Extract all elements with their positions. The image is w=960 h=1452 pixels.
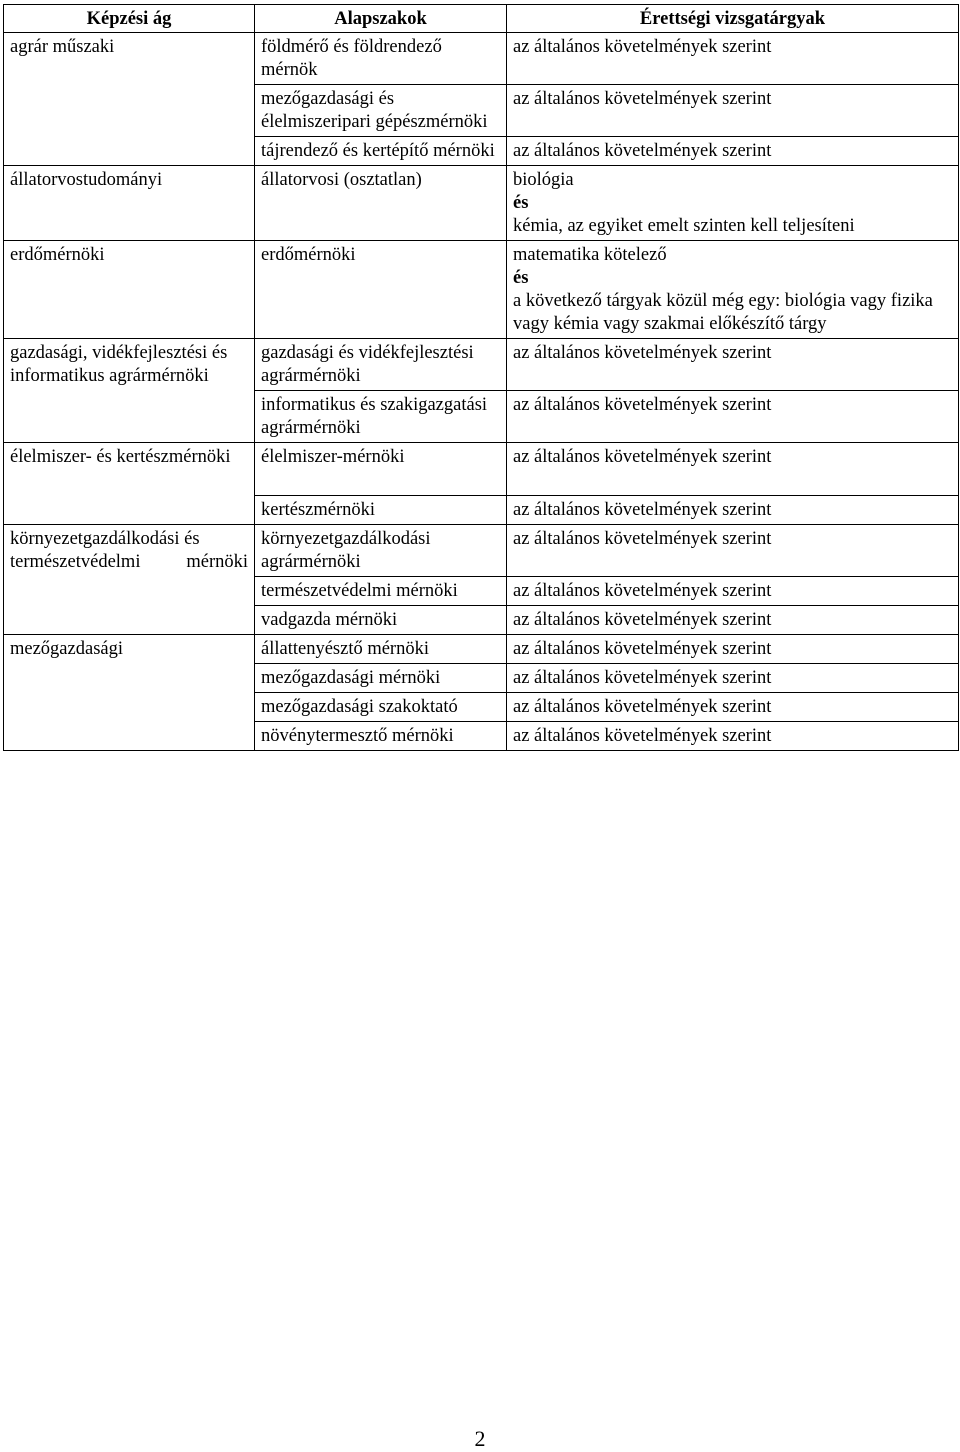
subjects-cell: az általános követelmények szerint	[507, 339, 959, 391]
field-cell: erdőmérnöki	[4, 241, 255, 339]
program-cell: mezőgazdasági mérnöki	[255, 664, 507, 693]
program-cell: informatikus és szakigazgatási agrármérnöki	[255, 391, 507, 443]
table-row	[4, 339, 959, 391]
field-cell: élelmiszer- és kertészmérnöki	[4, 443, 255, 525]
subjects-cell: az általános követelmények szerint	[507, 635, 959, 664]
field-cell: környezetgazdálkodási és természetvédelmi mérnöki	[4, 525, 255, 635]
table-row	[4, 443, 959, 496]
program-cell: növénytermesztő mérnöki	[255, 722, 507, 751]
field-cell: gazdasági, vidékfejlesztési és informatikus agrármérnöki	[4, 339, 255, 443]
program-cell: mezőgazdasági szakoktató	[255, 693, 507, 722]
subject-line: matematika kötelező	[513, 245, 667, 265]
subjects-cell: az általános követelmények szerint	[507, 525, 959, 577]
program-cell: tájrendező és kertépítő mérnöki	[255, 137, 507, 166]
field-cell: mezőgazdasági	[4, 635, 255, 751]
subjects-cell: az általános követelmények szerint	[507, 722, 959, 751]
field-cell: állatorvostudományi	[4, 166, 255, 241]
header-subjects: Érettségi vizsgatárgyak	[507, 5, 959, 33]
program-cell: környezetgazdálkodási agrármérnöki	[255, 525, 507, 577]
subjects-cell: az általános követelmények szerint	[507, 391, 959, 443]
admission-requirements-table	[3, 4, 959, 751]
subjects-cell	[507, 241, 959, 339]
subject-conjunction: és	[513, 268, 529, 288]
field-cell: agrár műszaki	[4, 33, 255, 166]
subjects-cell	[507, 166, 959, 241]
program-cell: állatorvosi (osztatlan)	[255, 166, 507, 241]
page-number: 2	[474, 1426, 486, 1451]
subjects-cell: az általános követelmények szerint	[507, 496, 959, 525]
subjects-cell: az általános követelmények szerint	[507, 443, 959, 496]
program-cell: élelmiszer-mérnöki	[255, 443, 507, 496]
subjects-cell: az általános követelmények szerint	[507, 577, 959, 606]
subject-line: biológia	[513, 170, 574, 190]
table-row	[4, 33, 959, 85]
program-cell: földmérő és földrendező mérnök	[255, 33, 507, 85]
table-row	[4, 635, 959, 664]
subjects-cell: az általános követelmények szerint	[507, 693, 959, 722]
subject-conjunction: és	[513, 193, 529, 213]
program-cell: vadgazda mérnöki	[255, 606, 507, 635]
subjects-cell: az általános követelmények szerint	[507, 33, 959, 85]
subject-line: kémia, az egyiket emelt szinten kell teljesíteni	[513, 216, 855, 236]
header-field: Képzési ág	[4, 5, 255, 33]
table-row	[4, 525, 959, 577]
subjects-cell: az általános követelmények szerint	[507, 606, 959, 635]
header-program: Alapszakok	[255, 5, 507, 33]
subjects-cell: az általános követelmények szerint	[507, 664, 959, 693]
program-cell: erdőmérnöki	[255, 241, 507, 339]
program-cell: állattenyésztő mérnöki	[255, 635, 507, 664]
table-header-row	[4, 5, 959, 33]
subject-line: a következő tárgyak közül még egy: biológia vagy fizika vagy kémia vagy szakmai előkészítő tárgy	[513, 291, 933, 334]
subjects-cell: az általános követelmények szerint	[507, 137, 959, 166]
table-row	[4, 241, 959, 339]
program-cell: kertészmérnöki	[255, 496, 507, 525]
document-page	[3, 4, 958, 751]
program-cell: mezőgazdasági és élelmiszeripari gépészmérnöki	[255, 85, 507, 137]
table-row	[4, 166, 959, 241]
program-cell: természetvédelmi mérnöki	[255, 577, 507, 606]
subjects-cell: az általános követelmények szerint	[507, 85, 959, 137]
program-cell: gazdasági és vidékfejlesztési agrármérnöki	[255, 339, 507, 391]
